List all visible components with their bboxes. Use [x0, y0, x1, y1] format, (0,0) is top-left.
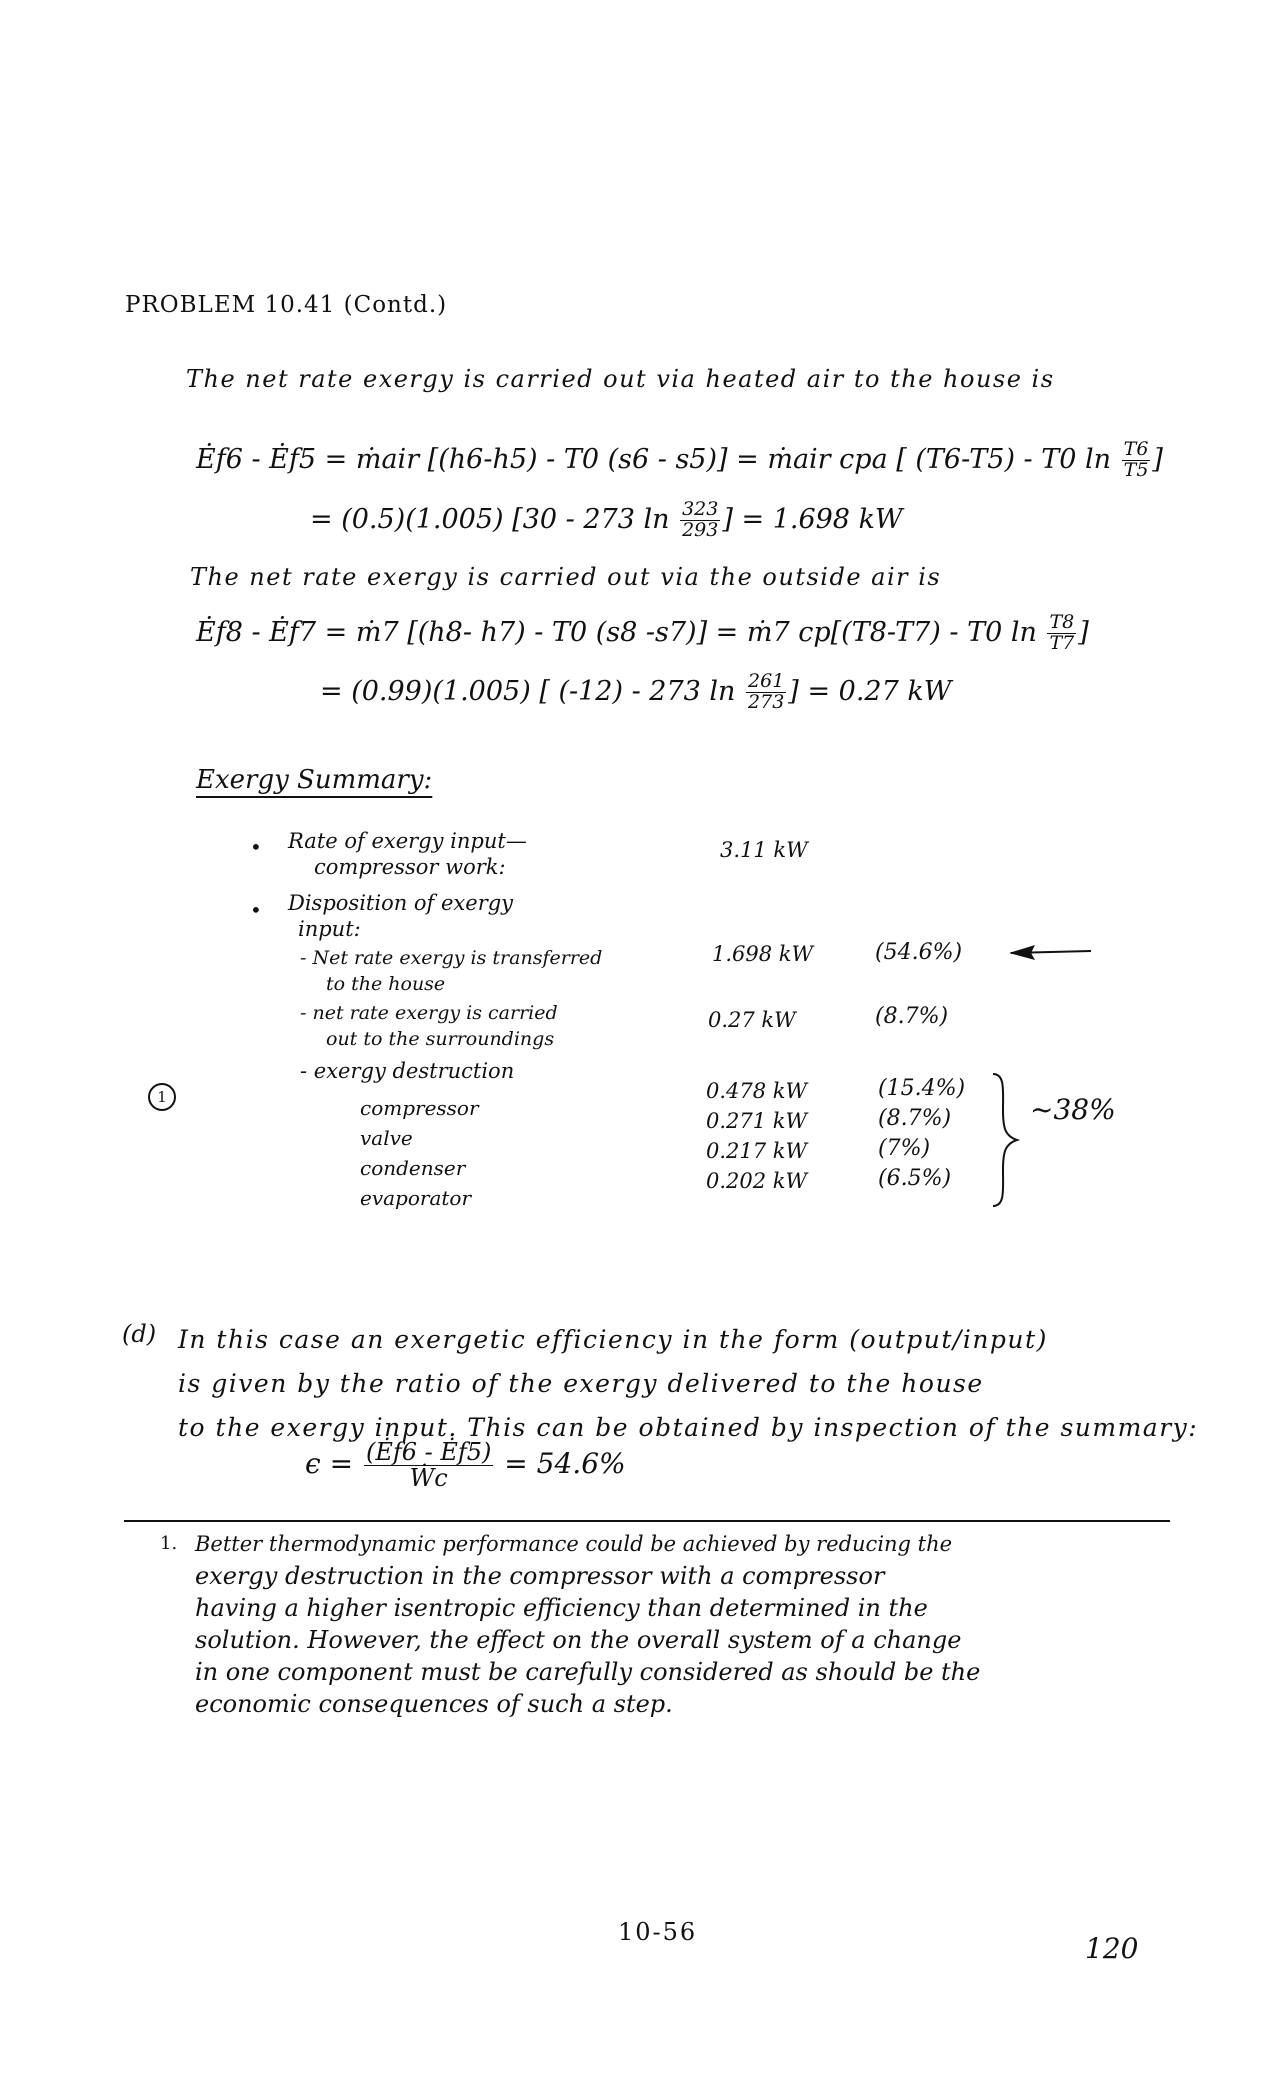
surroundings-value: 0.27 kW	[708, 1008, 796, 1032]
house-eq-lhs: Ėf6 - Ėf5 =	[196, 443, 348, 475]
footnote-line3: having a higher isentropic efficiency than determined in the	[195, 1594, 928, 1622]
outside-calc-prefix: = (0.99)(1.005) [ (-12) - 273 ln	[320, 675, 736, 707]
component-pct: (6.5%)	[878, 1166, 952, 1191]
bullet-dot: •	[250, 835, 262, 859]
outside-calc-fraction	[746, 672, 786, 713]
outside-eq-frac-num: T8	[1049, 611, 1075, 633]
right-brace-icon	[985, 1070, 1025, 1210]
part-d-line2: is given by the ratio of the exergy delivered to the house	[178, 1369, 984, 1398]
house-calc-result: = 1.698 kW	[741, 503, 903, 535]
footnote-line5: in one component must be carefully considered as should be the	[195, 1658, 981, 1686]
destruction-label: - exergy destruction	[300, 1059, 515, 1083]
list-item: evaporator	[360, 1186, 472, 1210]
transferred-label	[300, 945, 602, 997]
outside-calc-result: = 0.27 kW	[807, 675, 952, 707]
house-calc-frac-num: 323	[682, 498, 719, 520]
disposition-label-line1: Disposition of exergy	[288, 891, 514, 915]
footnote-line4: solution. However, the effect on the overall system of a change	[195, 1626, 962, 1654]
surroundings-pct: (8.7%)	[875, 1004, 949, 1029]
input-label	[288, 828, 527, 880]
house-calc-frac-den: 293	[682, 518, 719, 541]
component-pct: (15.4%)	[878, 1076, 966, 1101]
page-title: PROBLEM 10.41 (Contd.)	[125, 292, 448, 318]
house-eq-fraction	[1122, 440, 1151, 481]
disposition-label	[288, 890, 513, 942]
house-calc-prefix: = (0.5)(1.005) [30 - 273 ln	[310, 503, 670, 535]
input-label-line1: Rate of exergy input—	[288, 829, 527, 853]
bullet-dot: •	[250, 898, 262, 922]
outside-eq-lhs: Ėf8 - Ėf7 =	[196, 616, 348, 648]
input-label-line2: compressor work:	[314, 855, 506, 879]
list-item: condenser	[360, 1156, 466, 1180]
outside-eq-fraction	[1047, 613, 1076, 654]
house-eq-frac-den: T5	[1123, 458, 1149, 481]
input-value: 3.11 kW	[720, 838, 808, 862]
list-item: valve	[360, 1126, 413, 1150]
part-d-text	[178, 1318, 1198, 1450]
outside-calc-frac-den: 273	[748, 690, 785, 713]
transferred-value: 1.698 kW	[712, 942, 814, 966]
destruction-total: ~38%	[1030, 1093, 1116, 1126]
corner-mark: 120	[1085, 1932, 1139, 1965]
house-exergy-equation: Ėf6 - Ėf5 = ṁair [(h6-h5) - T0 (s6 - s5)] = ṁair cpa [ (T6-T5) - T0 ln $\frac{T6}{T5}$ ]	[196, 438, 1163, 481]
efficiency-equation	[305, 1440, 626, 1491]
components-pcts	[878, 1074, 965, 1194]
surroundings-label	[300, 1000, 558, 1052]
component-pct: (7%)	[878, 1136, 931, 1161]
house-eq-mid: ṁair [(h6-h5) - T0 (s6 - s5)] = ṁair cpa [ (T6-T5) - T0 ln	[355, 443, 1112, 475]
outside-exergy-equation: Ėf8 - Ėf7 = ṁ7 [(h8- h7) - T0 (s8 -s7)] = ṁ7 cp[(T8-T7) - T0 ln $\frac{T8}{T7}$ ]	[196, 611, 1089, 654]
footnote-text	[195, 1528, 1170, 1720]
footnote-line2: exergy destruction in the compressor with a compressor	[195, 1562, 885, 1590]
summary-title: Exergy Summary:	[196, 765, 433, 795]
efficiency-lhs: ϵ =	[305, 1447, 354, 1481]
house-exergy-calculation: = (0.5)(1.005) [30 - 273 ln $\frac{323}{293}$ ] = 1.698 kW	[310, 498, 903, 541]
component-value: 0.202 kW	[706, 1169, 808, 1193]
footnote-divider	[124, 1520, 1170, 1522]
component-pct: (8.7%)	[878, 1106, 952, 1131]
part-d-label: (d)	[122, 1320, 157, 1348]
footnote-number: 1.	[160, 1533, 178, 1554]
footnote-line1: Better thermodynamic performance could be achieved by reducing the	[195, 1532, 953, 1556]
part-d-line1: In this case an exergetic efficiency in the form (output/input)	[178, 1325, 1048, 1354]
transferred-label-line2: to the house	[326, 973, 446, 995]
outside-calc-frac-num: 261	[748, 670, 785, 692]
disposition-label-line2: input:	[298, 917, 361, 941]
page-number: 10-56	[618, 1918, 698, 1946]
house-calc-fraction	[680, 500, 720, 541]
component-value: 0.478 kW	[706, 1079, 808, 1103]
surroundings-label-line2: out to the surroundings	[326, 1028, 555, 1050]
list-item: compressor	[360, 1096, 479, 1120]
footnote-line6: economic consequences of such a step.	[195, 1690, 673, 1718]
transferred-pct: (54.6%)	[875, 940, 963, 965]
components-values	[706, 1076, 807, 1196]
component-value: 0.217 kW	[706, 1139, 808, 1163]
components-list	[360, 1093, 479, 1213]
outside-exergy-calculation: = (0.99)(1.005) [ (-12) - 273 ln $\frac{261}{273}$ ] = 0.27 kW	[320, 670, 952, 713]
outside-intro-text: The net rate exergy is carried out via the outside air is	[190, 563, 942, 591]
efficiency-num: (Ėf6 - Ėf5)	[365, 1438, 492, 1466]
house-eq-frac-num: T6	[1123, 438, 1149, 460]
outside-eq-frac-den: T7	[1049, 631, 1075, 654]
efficiency-result: = 54.6%	[504, 1447, 626, 1481]
house-intro-text: The net rate exergy is carried out via heated air to the house is	[186, 365, 1055, 393]
footnote-marker-circle: 1	[148, 1083, 176, 1111]
component-value: 0.271 kW	[706, 1109, 808, 1133]
efficiency-fraction	[364, 1440, 493, 1491]
arrow-left-icon	[1005, 938, 1095, 968]
efficiency-den: Ẇc	[409, 1464, 448, 1493]
transferred-label-line1: - Net rate exergy is transferred	[300, 947, 603, 969]
surroundings-label-line1: - net rate exergy is carried	[300, 1002, 558, 1024]
part-d-line3: to the exergy input. This can be obtained by inspection of the summary:	[178, 1413, 1199, 1442]
outside-eq-mid: ṁ7 [(h8- h7) - T0 (s8 -s7)] = ṁ7 cp[(T8-T7) - T0 ln	[355, 616, 1037, 648]
